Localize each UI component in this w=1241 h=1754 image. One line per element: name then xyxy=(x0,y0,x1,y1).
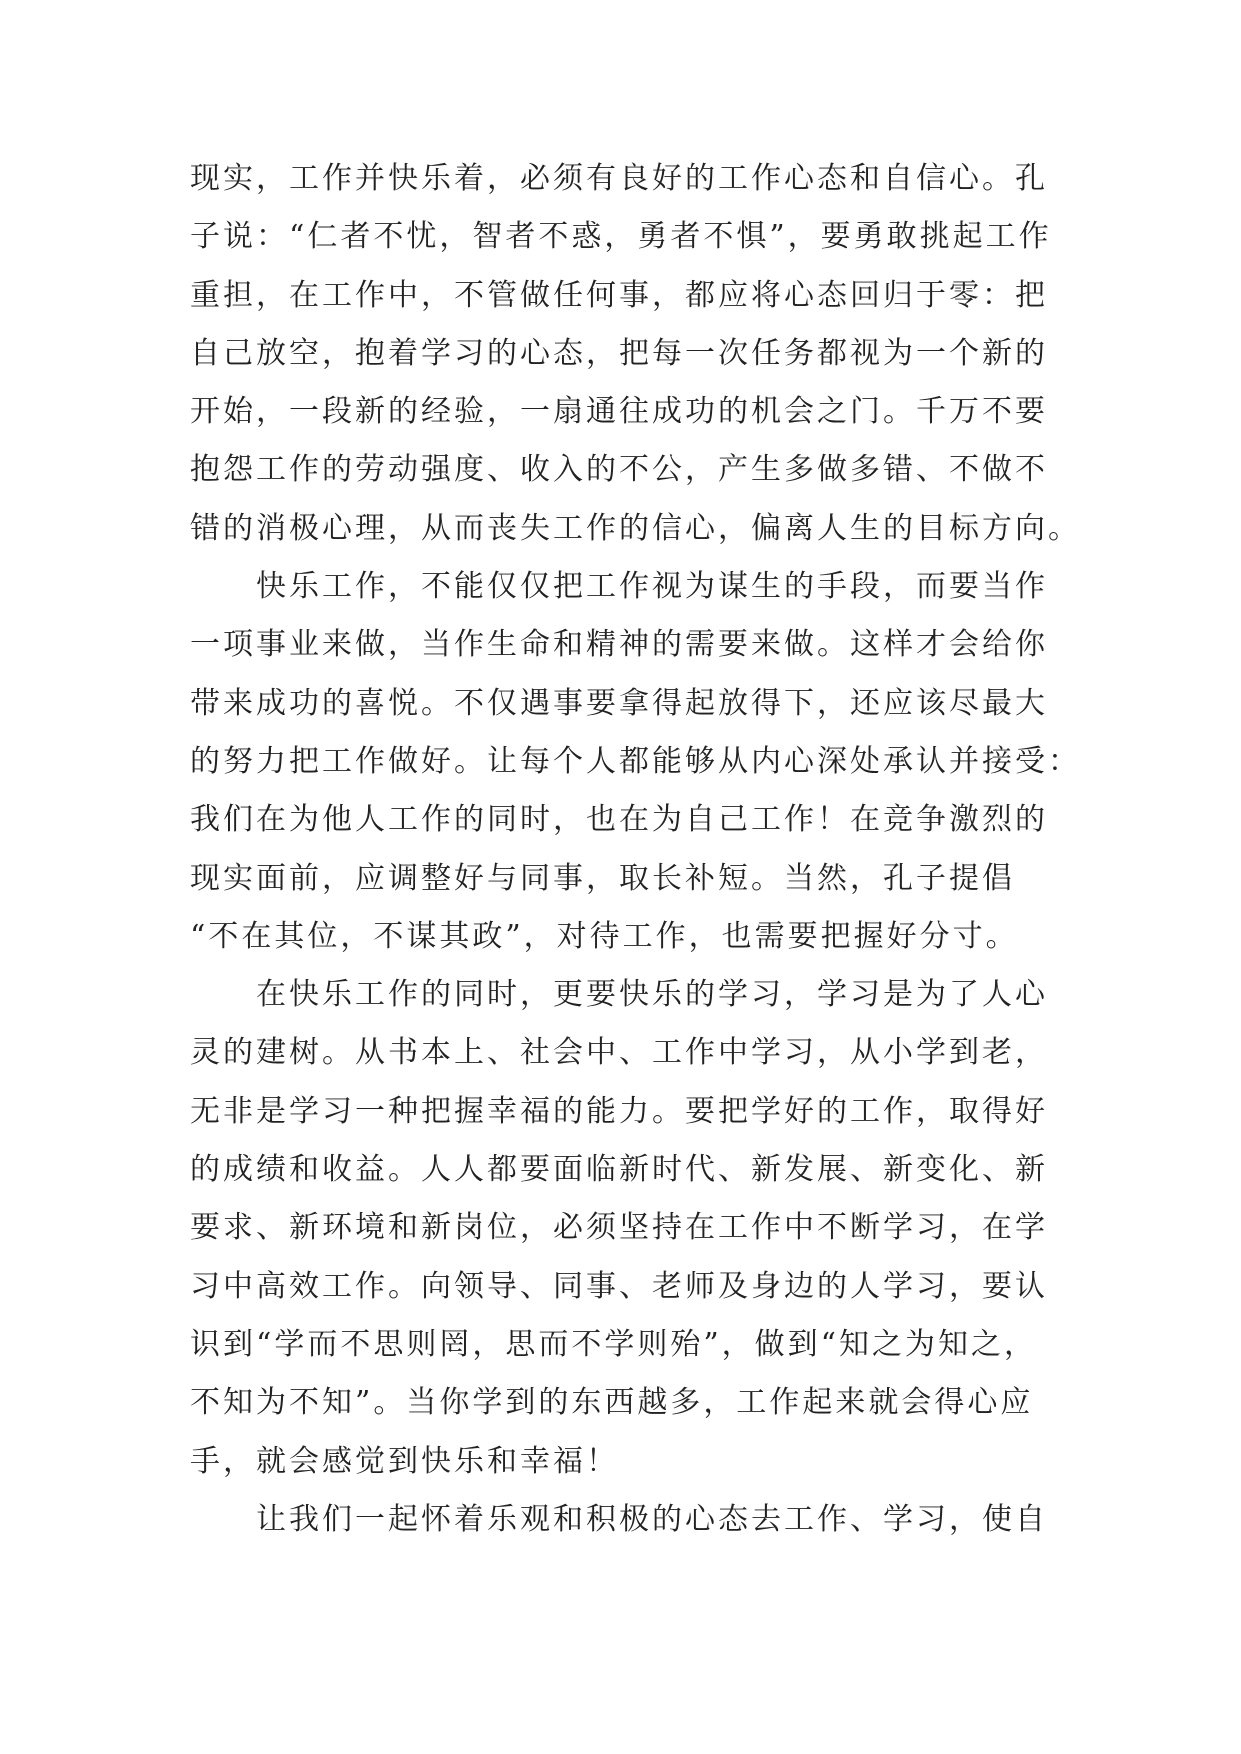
text-line: 习中高效工作。向领导、同事、老师及身边的人学习，要认 xyxy=(190,1268,1048,1304)
text-line: 一项事业来做，当作生命和精神的需要来做。这样才会给你 xyxy=(190,627,1048,663)
text-line: 子说：“仁者不忧，智者不惑，勇者不惧”，要勇敢挑起工作 xyxy=(190,219,1052,255)
text-line: 我们在为他人工作的同时，也在为自己工作！在竞争激烈的 xyxy=(190,802,1048,838)
paragraph-first-line: 让我们一起怀着乐观和积极的心态去工作、学习，使自 xyxy=(256,1501,1048,1537)
text-line: 重担，在工作中，不管做任何事，都应将心态回归于零：把 xyxy=(190,277,1048,313)
text-line: 开始，一段新的经验，一扇通往成功的机会之门。千万不要 xyxy=(190,394,1048,430)
text-line: 的努力把工作做好。让每个人都能够从内心深处承认并接受： xyxy=(190,743,1081,779)
text-line: 带来成功的喜悦。不仅遇事要拿得起放得下，还应该尽最大 xyxy=(190,685,1048,721)
paragraph-first-line: 快乐工作，不能仅仅把工作视为谋生的手段，而要当作 xyxy=(256,569,1048,605)
text-line: 识到“学而不思则罔，思而不学则殆”，做到“知之为知之， xyxy=(190,1326,1038,1362)
text-line: 错的消极心理，从而丧失工作的信心，偏离人生的目标方向。 xyxy=(190,510,1081,546)
text-line: 要求、新环境和新岗位，必须坚持在工作中不断学习，在学 xyxy=(190,1210,1048,1246)
text-line: 现实，工作并快乐着，必须有良好的工作心态和自信心。孔 xyxy=(190,161,1048,196)
text-line: 不知为不知”。当你学到的东西越多，工作起来就会得心应 xyxy=(190,1385,1034,1421)
body-text xyxy=(190,150,1081,1549)
text-line: 手，就会感觉到快乐和幸福！ xyxy=(190,1443,619,1479)
text-line: 无非是学习一种把握幸福的能力。要把学好的工作，取得好 xyxy=(190,1093,1048,1129)
text-line: 现实面前，应调整好与同事，取长补短。当然，孔子提倡 xyxy=(190,860,1015,896)
text-line: 自己放空，抱着学习的心态，把每一次任务都视为一个新的 xyxy=(190,335,1048,371)
paragraph-first-line: 在快乐工作的同时，更要快乐的学习，学习是为了人心 xyxy=(256,977,1048,1013)
text-line: “不在其位，不谋其政”，对待工作，也需要把握好分寸。 xyxy=(190,918,1019,954)
text-line: 的成绩和收益。人人都要面临新时代、新发展、新变化、新 xyxy=(190,1152,1048,1188)
text-line: 抱怨工作的劳动强度、收入的不公，产生多做多错、不做不 xyxy=(190,452,1048,488)
text-line: 灵的建树。从书本上、社会中、工作中学习，从小学到老， xyxy=(190,1035,1048,1071)
